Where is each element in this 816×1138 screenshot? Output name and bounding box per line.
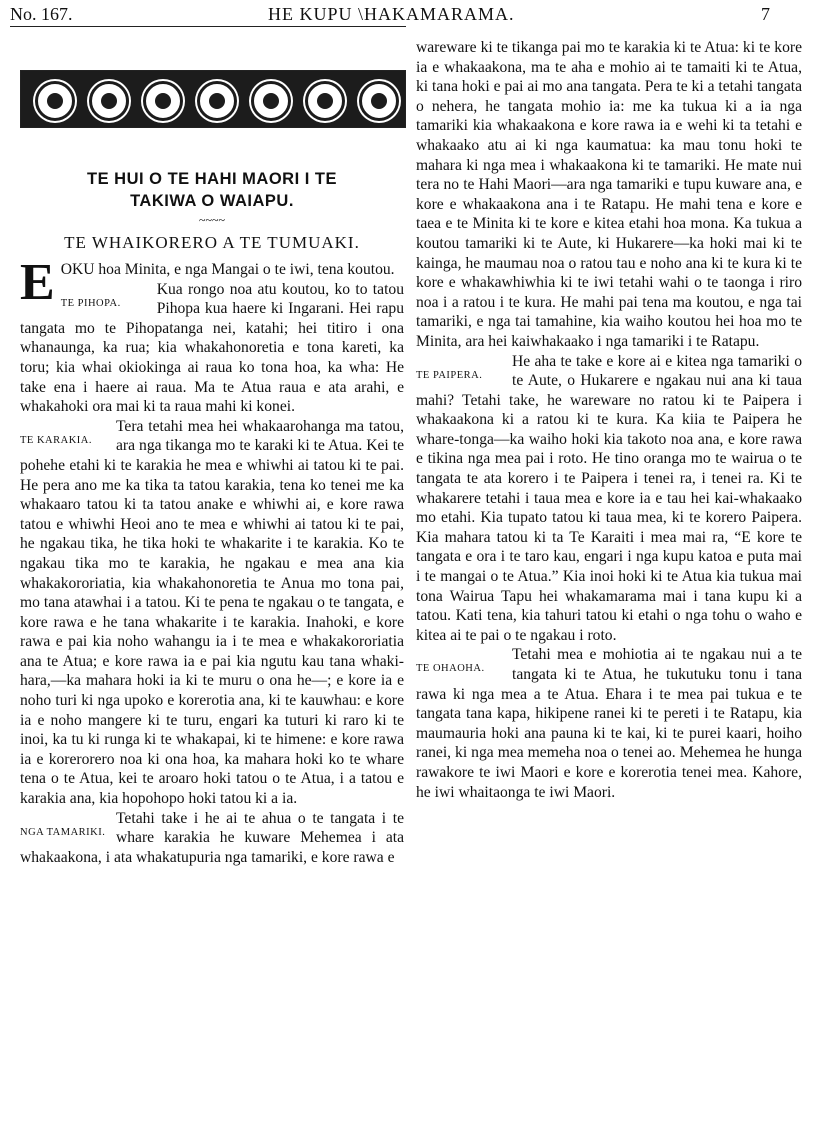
article-subtitle: TE WHAIKORERO A TE TUMUAKI. — [64, 233, 360, 252]
section-paragraph — [416, 38, 802, 352]
section-text: He aha te take e kore ai e kitea nga tamariki o te Aute, o Hukarere e ngakau nui ana ki taua mahi? Tetahi take, he wareware no ratou ki te Paipera i whakaakona ki a ratou ki te kura. Ka kiia te Paipera he whare-tonga—ka waiho hoki kia takoto noa ana, e kore rawa e tikina nga mea pai i roto. He tino oranga mo te wairua o te tangata te ata korero i te Paipera i tenei ra, i tenei ra. Ki te whakarere tetahi i taua mea e kore ia e tau hei kai-whakaako mo etahi. Kia tupato tatou ki taua mea, ki te korero Paipera. Kia mahara tatou ki ta Te Karaiti i mea mai ra, “E kore te tangata e ora i te taro kau, engari i nga kupu katoa e puta mai i te mangai o te Atua.” Kia inoi hoki ki te Atua kia tukua mai tona Wairua Tapu hei whakamarama mai i tana kupu ki a tatou. Kati tena, kia tahuri tatou ki etahi o nga tohu o waho e kitea ai te pai o te ngakau i roto. — [416, 352, 802, 644]
ornament-icon — [35, 81, 75, 121]
ornament-icon — [251, 81, 291, 121]
header-rule — [10, 26, 406, 27]
section-paragraph — [20, 809, 404, 868]
article-title — [20, 168, 404, 212]
article-title-line: TE HUI O TE HAHI MAORI I TE — [86, 170, 337, 188]
section-paragraph — [416, 645, 802, 802]
right-column — [416, 38, 802, 802]
side-heading: NGA TAMARIKI. — [20, 826, 106, 838]
ornament-icon — [89, 81, 129, 121]
left-column — [20, 40, 404, 867]
side-heading: TE OHAOHA. — [416, 663, 485, 675]
section-text: Tera tetahi mea hei whakaarohanga ma tatou, ara nga tikanga mo te karaki ki te Atua. Kei te pohehe etahi ki te karakia he mea e whiwhi ai tatou ki te pai. He pera ano me ka tika ta tatou karakia, tena ko tenei me ka whakaaro tatou ki ta tatou anake e whiwhi ai, e kore rawa tatou e whiwhi Heoi ano te mea e whiwhi ai tatou ki te pai, he ngakau tika, he tika hoki te whakarite i te karakia. Ko te ngakau tika mo te karakia, he ngakau e mea ana kia whakakororiatia, kia whakahonoretia te Anua mo tona pai, mo tana atawhai i a tatou. Ki te pena te ngakau o te tangata, e kore rawa e he tana whakarite i te karakia. Inahoki, e kore rawa e pai kia noho wahangu ia i te mea e whakakororiatia ana te Atua; e kore rawa ia e pai kia ngutu kau tana whaki-hara,—ka mahara hoki ia ki te muru o ona he—; e kore ia e noho turi ki nga upoko e korerotia ana, ki te kauwhau: e kore ia e noho mangere ki te turu, engari ka tuturi ki raro ki te inoi, ka tu ki runga ki te whakapai, ki te himene: e kore rawa ia e korerorero noa ki ona hoa, ka mahara hoki ko te whare tena o te Atua, kei te aroaro hoki tatou o te Atua, i a tatou e karakia ana, kia hopohopo hoki tatou ki a ia. — [20, 417, 404, 808]
side-heading: TE PIHOPA. — [60, 297, 121, 309]
page-number: 7 — [761, 4, 770, 24]
section-text: Tetahi take i he ai te ahua o te tangata i te whare karakia he kuware Mehemea i ata whakaakona, i ata whakatupuria nga tamariki, e kore rawa e — [20, 809, 404, 866]
section-paragraph — [20, 417, 404, 809]
section-text: Kua rongo noa atu koutou, ko to tatou Pihopa kua haere ki Ingarani. Hei rapu tangata mo te Pihopatanga nei, katahi; hei titiro i ona whanaunga, ka rua; kia whakahonoretia e tona kareti, ka toru; kia whai okiokinga ai raua ko tona hoa, ka wha: He take ena i haere ai raua. Ma te Atua raua e ata arahi, e whakahoki ora mai ki ta raua mahi ki konei. — [20, 280, 404, 416]
section-text: wareware ki te tikanga pai mo te karakia ki te Atua: ki te kore ia e whakaakona, ma te aha e mohio ai te tamaiti ki te Atua, ki tana hoki e pai ai mo ana tangata. Pera te ki a tetahi tangata o nehera, he tangata mohio ia: me ka tukua ki a ia nga tamariki kia whakaakona e kore rawa ia e wehi ki ta tetahi e whakaako atu ai ki nga kaumatua: ka mau tonu hoki te mahara ki nga mea i whakaakona ki te tamariki. He mate nui tera no te Hahi Maori—ara nga tamariki e tupu kuware ana, e kore e whakaakona ana i te Ratapu. He mahi tena e kore e taea e te Minita ki te kore e kitea etahi hoa mona. Ka tukua a koutou tamariki ki te Aute, ki Hukarere—ka hoki mai ki te kainga, he maumau noa o ratou tau e noho ana ki te kura ki te kore e whakawhiwhia ki te iwi tetahi wahi o te taonga i riro noa i a ratou i te kura. He mahi pai tena ma koutou, e nga tai tamariki, e nga tai tamahine, kia waiho koutou hei hoa mo te Minita, ara hei kaiwhakaako i nga tamariki i te Ratapu. — [416, 39, 802, 350]
side-heading: TE PAIPERA. — [416, 369, 483, 381]
article-title-line: TAKIWA O WAIAPU. — [130, 192, 294, 210]
ornament-icon — [359, 81, 399, 121]
ornament-icon — [197, 81, 237, 121]
intro-text: OKU hoa Minita, e nga Mangai o te iwi, tena koutou. — [60, 261, 395, 278]
issue-number: No. 167. — [10, 4, 73, 24]
side-heading: TE KARAKIA. — [20, 434, 92, 446]
ornament-icon — [143, 81, 183, 121]
ornamental-banner — [20, 70, 406, 128]
page-header — [10, 4, 770, 26]
section-paragraph — [20, 280, 404, 417]
section-paragraph — [416, 352, 802, 646]
title-flourish: ~~~~ — [199, 213, 225, 227]
drop-cap: E — [20, 254, 55, 311]
ornament-icon — [305, 81, 345, 121]
section-text: Tetahi mea e mohiotia ai te ngakau nui a te tangata ki te Atua, he tukutuku tonu i tana rawa ki nga mea a te Atua. Ehara i te mea pai tukua e te tangata tana kapa, hikipene ranei ki te pereti i te Ratapu, kia maumauria hoki ana pauna ki te kai, ki te purei kaari, hoiho ranei, ki nga mea memeha noa o tenei ao. Mehemea he hunga rawakore te iwi Maori e kore e korerotia tenei mea. Kahore, he iwi whaitaonga te iwi Maori. — [416, 646, 802, 801]
periodical-title: HE KUPU \HAKAMARAMA. — [268, 4, 515, 24]
